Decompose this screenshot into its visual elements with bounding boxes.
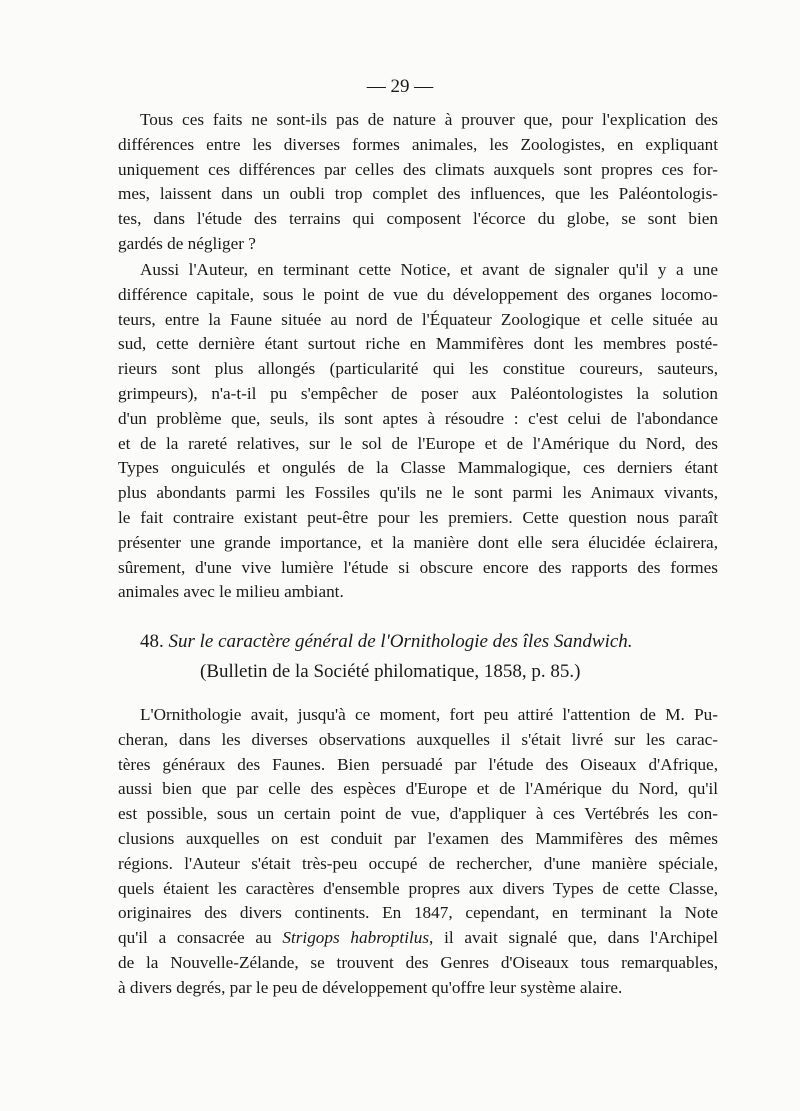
text-line: de la Nouvelle-Zélande, se trouvent des Genres d'Oiseaux tous remarquables, [118,952,718,972]
section-citation: (Bulletin de la Société philomatique, 1858, p. 85.) [200,661,581,682]
text-line: grimpeurs), n'a-t-il pu s'empêcher de poser aux Paléontologistes la solution [118,383,718,403]
text-line: tères généraux des Faunes. Bien persuadé par l'étude des Oiseaux d'Afrique, [118,754,718,774]
text-line: aussi bien que par celle des espèces d'Europe et de l'Amérique du Nord, qu'il [118,779,718,799]
text-line: quels étaient les caractères d'ensemble propres aux divers Types de cette Classe, [118,878,718,898]
text-line: et de la rareté relatives, sur le sol de l'Europe et de l'Amérique du Nord, des [118,433,718,453]
text-line: sud, cette dernière étant surtout riche en Mammifères dont les membres posté- [118,334,718,354]
text-line: différences entre les diverses formes animales, les Zoologistes, en expliquant [118,134,718,154]
text-line: plus abondants parmi les Fossiles qu'ils ne le sont parmi les Animaux vivants, [118,483,718,503]
text-fragment: qu'il a consacrée au [118,928,283,948]
text-line: à divers degrés, par le peu de développement qu'offre leur système alaire. [118,977,623,997]
species-name: Strigops habroptilus [282,928,430,948]
section-heading [140,628,720,655]
text-line: d'un problème que, seuls, ils sont aptes à résoudre : c'est celui de l'abondance [118,408,718,428]
text-fragment: , il avait signalé que, dans l'Archipel [429,928,718,948]
text-line: clusions auxquelles on est conduit par l'examen des Mammifères des mêmes [118,828,718,848]
text-line: Aussi l'Auteur, en terminant cette Notice, et avant de signaler qu'il y a une [140,260,718,279]
text-line: Types onguiculés et ongulés de la Classe Mammalogique, ces derniers étant [118,458,718,478]
text-line: cheran, dans les diverses observations auxquelles il s'était livré sur les carac- [118,729,718,749]
text-line: différence capitale, sous le point de vue du développement des organes locomo- [118,284,718,304]
text-line: présenter une grande importance, et la manière dont elle sera élucidée éclairera, [118,532,718,552]
text-line: mes, laissent dans un oubli trop complet des influences, que les Paléontologis- [118,184,718,204]
text-line: Tous ces faits ne sont-ils pas de nature à prouver que, pour l'explication des [140,110,718,129]
text-line: tes, dans l'étude des terrains qui composent l'écorce du globe, se sont bien [118,209,718,229]
text-line: animales avec le milieu ambiant. [118,582,344,602]
paragraph-1 [118,108,718,257]
text-line: rieurs sont plus allongés (particularité qui les constitue coureurs, sauteurs, [118,359,718,379]
text-line: L'Ornithologie avait, jusqu'à ce moment, fort peu attiré l'attention de M. Pu- [140,705,718,724]
text-line: est possible, sous un certain point de vue, d'appliquer à ces Vertébrés les con- [118,804,718,824]
paragraph-3 [118,703,718,1001]
paragraph-2 [118,258,718,605]
text-line: sûrement, d'une vive lumière l'étude si obscure encore des rapports des formes [118,557,718,577]
section-title: Sur le caractère général de l'Ornithologie des îles Sandwich. [168,631,633,652]
section-number: 48. [140,631,164,652]
text-line-with-species [118,926,718,951]
page-number: — 29 — [366,76,434,97]
text-line: uniquement ces différences par celles des climats auxquels sont propres ces for- [118,159,718,179]
text-line: régions. l'Auteur s'était très-peu occupé de rechercher, d'une manière spéciale, [118,853,718,873]
text-line: le fait contraire existant peut-être pour les premiers. Cette question nous paraît [118,507,718,527]
text-line: originaires des divers continents. En 1847, cependant, en terminant la Note [118,903,718,923]
text-line: teurs, entre la Faune située au nord de l'Équateur Zoologique et celle située au [118,309,718,329]
text-line: gardés de négliger ? [118,233,256,253]
